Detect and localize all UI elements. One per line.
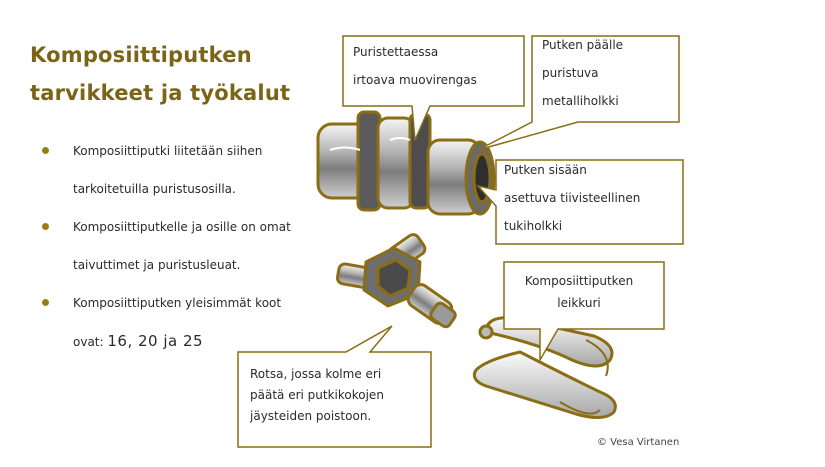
bullet-text-line-2: tarkoitetuilla puristusosilla. bbox=[73, 182, 236, 196]
bullet-sizes-prefix: ovat: bbox=[73, 335, 104, 349]
callout-line: tukiholkki bbox=[504, 219, 563, 233]
deburring-tool-image bbox=[337, 232, 458, 328]
callout-line: leikkuri bbox=[557, 296, 601, 310]
callout-line: Puristettaessa bbox=[353, 45, 439, 59]
callout-line: jäysteiden poistoon. bbox=[250, 409, 372, 423]
callout-cutter-text bbox=[514, 270, 644, 314]
callout-metal-sleeve-text bbox=[542, 31, 623, 115]
callout-line: Komposiittiputken bbox=[524, 274, 634, 288]
callout-line: Putken päälle bbox=[542, 38, 624, 52]
bullet-text-line-1: Komposiittiputken yleisimmät koot bbox=[73, 296, 282, 310]
callout-line: asettuva tiivisteellinen bbox=[504, 191, 641, 205]
callout-line: päätä eri putkikokojen bbox=[250, 388, 384, 402]
bullet-text-line-2: taivuttimet ja puristusleuat. bbox=[73, 258, 241, 272]
callout-line: puristuva bbox=[542, 66, 599, 80]
callout-deburring-tool-text bbox=[250, 364, 384, 427]
callout-plastic-ring-text bbox=[353, 38, 477, 94]
callout-line: Rotsa, jossa kolme eri bbox=[250, 367, 382, 381]
callout-support-sleeve-text bbox=[504, 156, 640, 240]
bullet-sizes-values: 16, 20 ja 25 bbox=[107, 332, 204, 350]
bullet-text-line-1: Komposiittiputkelle ja osille on omat bbox=[73, 220, 291, 234]
bullet-text-line-1: Komposiittiputki liitetään siihen bbox=[73, 144, 263, 158]
copyright-notice: © Vesa Virtanen bbox=[597, 437, 680, 448]
press-fitting-image bbox=[318, 112, 494, 214]
callout-line: metalliholkki bbox=[542, 94, 619, 108]
callout-line: irtoava muovirengas bbox=[353, 73, 477, 87]
title-line-1: Komposiittiputken bbox=[30, 43, 252, 67]
callout-line: Putken sisään bbox=[504, 163, 587, 177]
title-line-2: tarvikkeet ja työkalut bbox=[30, 81, 291, 105]
